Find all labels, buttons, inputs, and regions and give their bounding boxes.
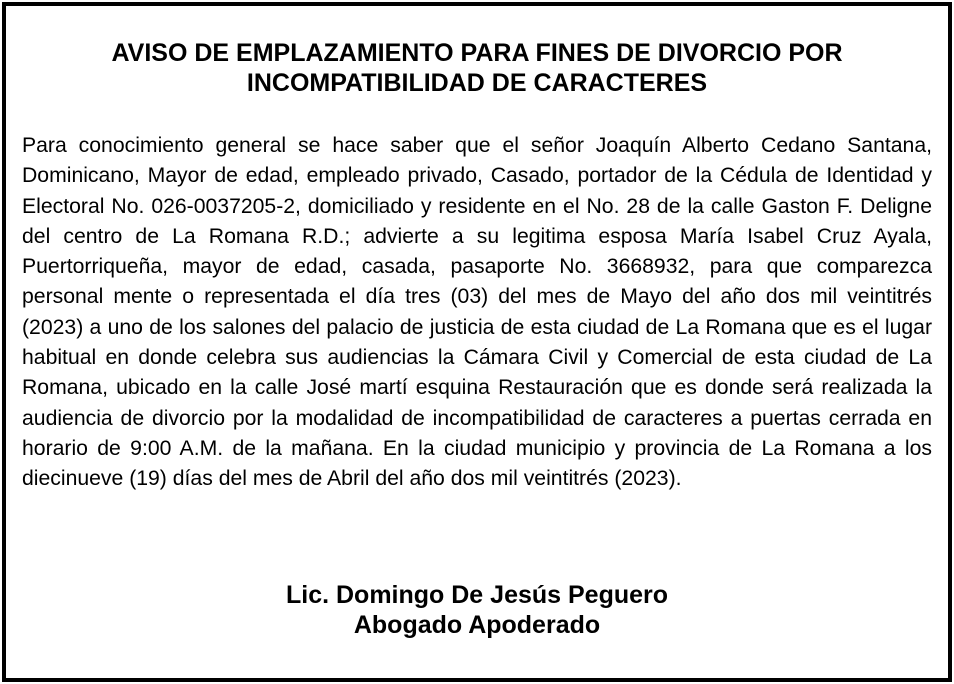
notice-title-line-2: INCOMPATIBILIDAD DE CARACTERES <box>246 69 708 97</box>
notice-title-line-1: AVISO DE EMPLAZAMIENTO PARA FINES DE DIVORCIO POR <box>111 39 843 67</box>
signature-block <box>6 580 948 640</box>
legal-notice-box <box>2 2 952 682</box>
signature-role: Abogado Apoderado <box>353 611 601 639</box>
notice-title <box>6 38 948 98</box>
notice-body-text: Para conocimiento general se hace saber que el señor Joaquín Alberto Cedano Santana, Dominicano, Mayor de edad, empleado privado, Casado, portador de la Cédula de Identidad y Electoral No. 026-0037205-2, domiciliado y residente en el No. 28 de la calle Gaston F. Deligne del centro de La Romana R.D.; advierte a su legitima esposa María Isabel Cruz Ayala, Puertorriqueña, mayor de edad, casada, pasaporte No. 3668932, para que comparezca personal mente o representada el día tres (03) del mes de Mayo del año dos mil veintitrés (2023) a uno de los salones del palacio de justicia de esta ciudad de La Romana que es el lugar habitual en donde celebra sus audiencias la Cámara Civil y Comercial de esta ciudad de La Romana, ubicado en la calle José martí esquina Restauración que es donde será realizada la audiencia de divorcio por la modalidad de incompatibilidad de caracteres a puertas cerrada en horario de 9:00 A.M. de la mañana. En la ciudad municipio y provincia de La Romana a los diecinueve (19) días del mes de Abril del año dos mil veintitrés (2023). <box>22 134 932 491</box>
signature-name: Lic. Domingo De Jesús Peguero <box>285 581 669 609</box>
